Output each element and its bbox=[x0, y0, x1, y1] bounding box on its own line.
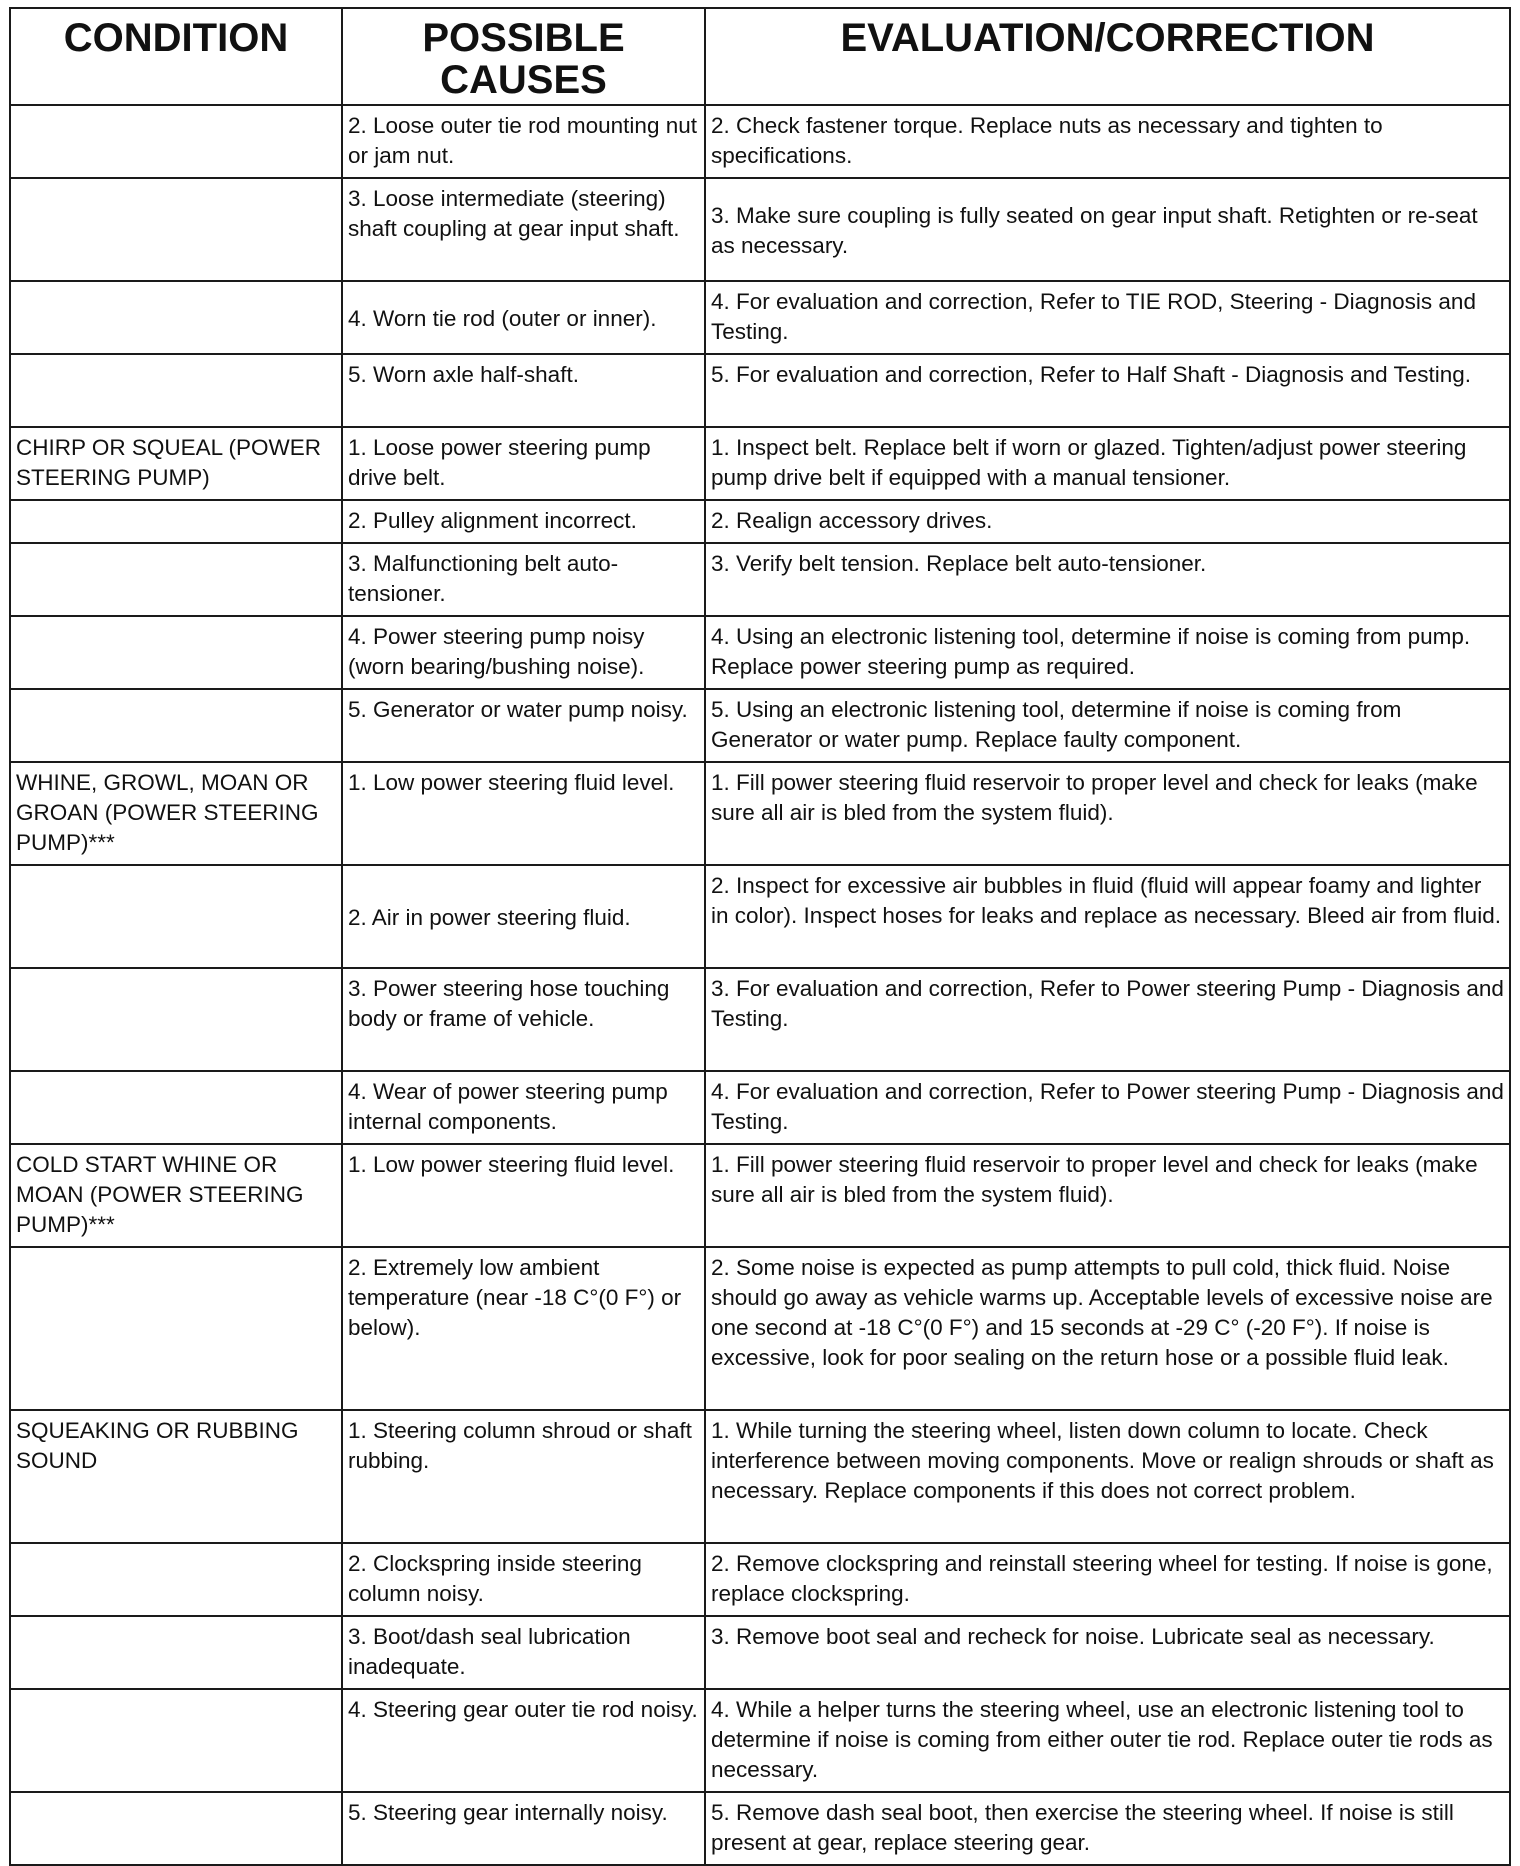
cause-cell: 4. Power steering pump noisy (worn bearing/bushing noise). bbox=[342, 616, 705, 689]
cause-cell: 4. Wear of power steering pump internal components. bbox=[342, 1071, 705, 1144]
correction-cell: 4. For evaluation and correction, Refer to Power steering Pump - Diagnosis and Testing. bbox=[705, 1071, 1510, 1144]
correction-cell: 4. Using an electronic listening tool, determine if noise is coming from pump. Replace power steering pump as required. bbox=[705, 616, 1510, 689]
condition-cell bbox=[10, 1616, 342, 1689]
table-row bbox=[10, 689, 1510, 762]
table-row bbox=[10, 968, 1510, 1071]
correction-cell: 3. For evaluation and correction, Refer to Power steering Pump - Diagnosis and Testing. bbox=[705, 968, 1510, 1071]
correction-cell: 2. Check fastener torque. Replace nuts as necessary and tighten to specifications. bbox=[705, 105, 1510, 178]
cause-cell: 2. Loose outer tie rod mounting nut or jam nut. bbox=[342, 105, 705, 178]
table-row bbox=[10, 1410, 1510, 1543]
cause-cell: 2. Extremely low ambient temperature (near -18 C°(0 F°) or below). bbox=[342, 1247, 705, 1410]
table-row bbox=[10, 616, 1510, 689]
table-row bbox=[10, 1543, 1510, 1616]
table-row bbox=[10, 427, 1510, 500]
header-possible-causes-line2: CAUSES bbox=[440, 58, 607, 102]
condition-cell bbox=[10, 689, 342, 762]
condition-cell bbox=[10, 1247, 342, 1410]
correction-cell: 3. Remove boot seal and recheck for noise. Lubricate seal as necessary. bbox=[705, 1616, 1510, 1689]
table-row bbox=[10, 762, 1510, 865]
correction-cell: 2. Remove clockspring and reinstall steering wheel for testing. If noise is gone, replace clockspring. bbox=[705, 1543, 1510, 1616]
cause-cell: 2. Clockspring inside steering column noisy. bbox=[342, 1543, 705, 1616]
condition-cell bbox=[10, 500, 342, 543]
cause-cell: 1. Steering column shroud or shaft rubbing. bbox=[342, 1410, 705, 1543]
correction-cell: 1. While turning the steering wheel, listen down column to locate. Check interference between moving components. Move or realign shrouds or shaft as necessary. Replace components if this does not correct problem. bbox=[705, 1410, 1510, 1543]
header-possible-causes bbox=[342, 8, 705, 105]
cause-cell: 1. Loose power steering pump drive belt. bbox=[342, 427, 705, 500]
header-evaluation-correction: EVALUATION/CORRECTION bbox=[705, 8, 1510, 105]
table-row bbox=[10, 543, 1510, 616]
condition-cell bbox=[10, 105, 342, 178]
correction-cell: 5. For evaluation and correction, Refer to Half Shaft - Diagnosis and Testing. bbox=[705, 354, 1510, 427]
condition-cell bbox=[10, 968, 342, 1071]
correction-cell: 2. Realign accessory drives. bbox=[705, 500, 1510, 543]
cause-cell: 3. Malfunctioning belt auto-tensioner. bbox=[342, 543, 705, 616]
cause-cell: 5. Generator or water pump noisy. bbox=[342, 689, 705, 762]
correction-cell: 5. Using an electronic listening tool, determine if noise is coming from Generator or water pump. Replace faulty component. bbox=[705, 689, 1510, 762]
cause-cell: 2. Pulley alignment incorrect. bbox=[342, 500, 705, 543]
condition-cell bbox=[10, 543, 342, 616]
diagnosis-table bbox=[9, 7, 1511, 1866]
cause-cell: 4. Worn tie rod (outer or inner). bbox=[342, 281, 705, 354]
cause-cell: 3. Loose intermediate (steering) shaft coupling at gear input shaft. bbox=[342, 178, 705, 281]
correction-cell: 1. Fill power steering fluid reservoir to proper level and check for leaks (make sure all air is bled from the system fluid). bbox=[705, 762, 1510, 865]
correction-cell: 4. For evaluation and correction, Refer to TIE ROD, Steering - Diagnosis and Testing. bbox=[705, 281, 1510, 354]
table-row bbox=[10, 1689, 1510, 1792]
condition-cell bbox=[10, 354, 342, 427]
correction-cell: 5. Remove dash seal boot, then exercise the steering wheel. If noise is still present at gear, replace steering gear. bbox=[705, 1792, 1510, 1865]
condition-cell bbox=[10, 281, 342, 354]
condition-cell bbox=[10, 616, 342, 689]
correction-cell: 2. Some noise is expected as pump attempts to pull cold, thick fluid. Noise should go away as vehicle warms up. Acceptable levels of excessive noise are one second at -18 C°(0 F°) and 15 seconds at -29 C° (-20 F°). If noise is excessive, look for poor sealing on the return hose or a possible fluid leak. bbox=[705, 1247, 1510, 1410]
table-row bbox=[10, 1247, 1510, 1410]
condition-cell bbox=[10, 1071, 342, 1144]
correction-cell: 3. Verify belt tension. Replace belt auto-tensioner. bbox=[705, 543, 1510, 616]
table-row bbox=[10, 1071, 1510, 1144]
condition-cell bbox=[10, 1689, 342, 1792]
header-condition: CONDITION bbox=[10, 8, 342, 105]
condition-cell bbox=[10, 178, 342, 281]
cause-cell: 5. Steering gear internally noisy. bbox=[342, 1792, 705, 1865]
cause-cell: 2. Air in power steering fluid. bbox=[342, 865, 705, 968]
diagnosis-table-container bbox=[9, 7, 1509, 1866]
cause-cell: 1. Low power steering fluid level. bbox=[342, 1144, 705, 1247]
condition-cell: WHINE, GROWL, MOAN OR GROAN (POWER STEERING PUMP)*** bbox=[10, 762, 342, 865]
table-row bbox=[10, 178, 1510, 281]
table-row bbox=[10, 105, 1510, 178]
condition-cell: CHIRP OR SQUEAL (POWER STEERING PUMP) bbox=[10, 427, 342, 500]
correction-cell: 4. While a helper turns the steering wheel, use an electronic listening tool to determine if noise is coming from either outer tie rod. Replace outer tie rods as necessary. bbox=[705, 1689, 1510, 1792]
correction-cell: 3. Make sure coupling is fully seated on gear input shaft. Retighten or re-seat as necessary. bbox=[705, 178, 1510, 281]
condition-cell: SQUEAKING OR RUBBING SOUND bbox=[10, 1410, 342, 1543]
condition-cell bbox=[10, 1543, 342, 1616]
header-row bbox=[10, 8, 1510, 105]
table-row bbox=[10, 500, 1510, 543]
condition-cell bbox=[10, 865, 342, 968]
header-possible-causes-line1: POSSIBLE bbox=[422, 16, 625, 60]
cause-cell: 1. Low power steering fluid level. bbox=[342, 762, 705, 865]
correction-cell: 1. Fill power steering fluid reservoir to proper level and check for leaks (make sure all air is bled from the system fluid). bbox=[705, 1144, 1510, 1247]
cause-cell: 3. Boot/dash seal lubrication inadequate. bbox=[342, 1616, 705, 1689]
table-row bbox=[10, 354, 1510, 427]
table-row bbox=[10, 281, 1510, 354]
table-row bbox=[10, 1616, 1510, 1689]
table-row bbox=[10, 1792, 1510, 1865]
table-row bbox=[10, 1144, 1510, 1247]
correction-cell: 2. Inspect for excessive air bubbles in fluid (fluid will appear foamy and lighter in color). Inspect hoses for leaks and replace as necessary. Bleed air from fluid. bbox=[705, 865, 1510, 968]
condition-cell: COLD START WHINE OR MOAN (POWER STEERING PUMP)*** bbox=[10, 1144, 342, 1247]
condition-cell bbox=[10, 1792, 342, 1865]
cause-cell: 3. Power steering hose touching body or frame of vehicle. bbox=[342, 968, 705, 1071]
table-row bbox=[10, 865, 1510, 968]
correction-cell: 1. Inspect belt. Replace belt if worn or glazed. Tighten/adjust power steering pump drive belt if equipped with a manual tensioner. bbox=[705, 427, 1510, 500]
cause-cell: 4. Steering gear outer tie rod noisy. bbox=[342, 1689, 705, 1792]
cause-cell: 5. Worn axle half-shaft. bbox=[342, 354, 705, 427]
